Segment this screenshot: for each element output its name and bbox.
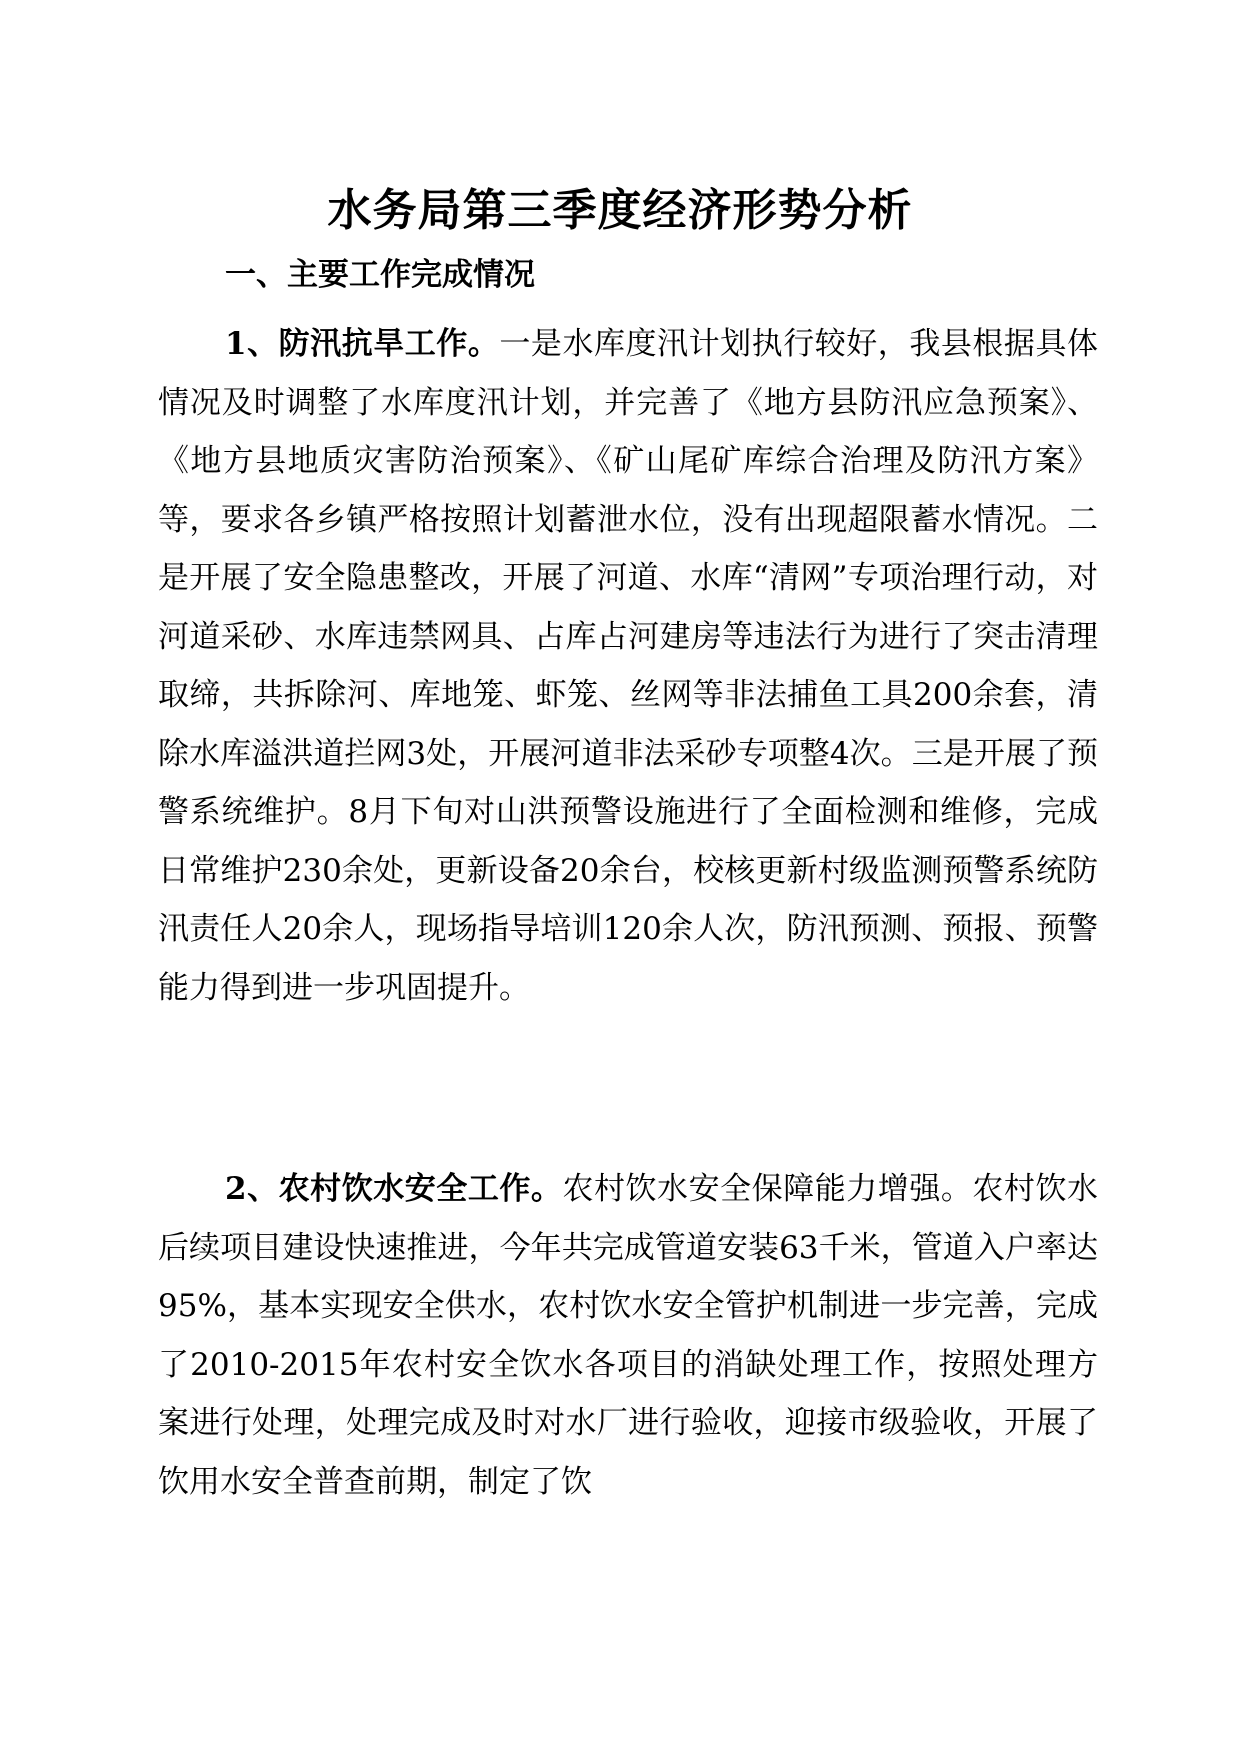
paragraph-lead: 2、农村饮水安全工作。 [225,1171,563,1207]
paragraph-lead: 1、防汛抗旱工作。 [225,326,500,362]
paragraph-rural-water [158,1160,1098,1511]
paragraph-flood-control [158,315,1098,1017]
paragraph-body: 农村饮水安全保障能力增强。农村饮水后续项目建设快速推进，今年共完成管道安装63千米，管道入户率达95%，基本实现安全供水，农村饮水安全管护机制进一步完善，完成了2010-2015年农村安全饮水各项目的消缺处理工作，按照处理方案进行处理，处理完成及时对水厂进行验收，迎接市级验收，开展了饮用水安全普查前期，制定了饮 [158,1171,1098,1500]
document-title: 水务局第三季度经济形势分析 [327,185,913,236]
section-heading: 一、主要工作完成情况 [225,257,535,293]
paragraph-body: 一是水库度汛计划执行较好，我县根据具体情况及时调整了水库度汛计划，并完善了《地方县防汛应急预案》、《地方县地质灾害防治预案》、《矿山尾矿库综合治理及防汛方案》等，要求各乡镇严格按照计划蓄泄水位，没有出现超限蓄水情况。二是开展了安全隐患整改，开展了河道、水库“清网”专项治理行动，对河道采砂、水库违禁网具、占库占河建房等违法行为进行了突击清理取缔，共拆除河、库地笼、虾笼、丝网等非法捕鱼工具200余套，清除水库溢洪道拦网3处，开展河道非法采砂专项整4次。三是开展了预警系统维护。8月下旬对山洪预警设施进行了全面检测和维修，完成日常维护230余处，更新设备20余台，校核更新村级监测预警系统防汛责任人20余人，现场指导培训120余人次，防汛预测、预报、预警能力得到进一步巩固提升。 [158,326,1099,1006]
